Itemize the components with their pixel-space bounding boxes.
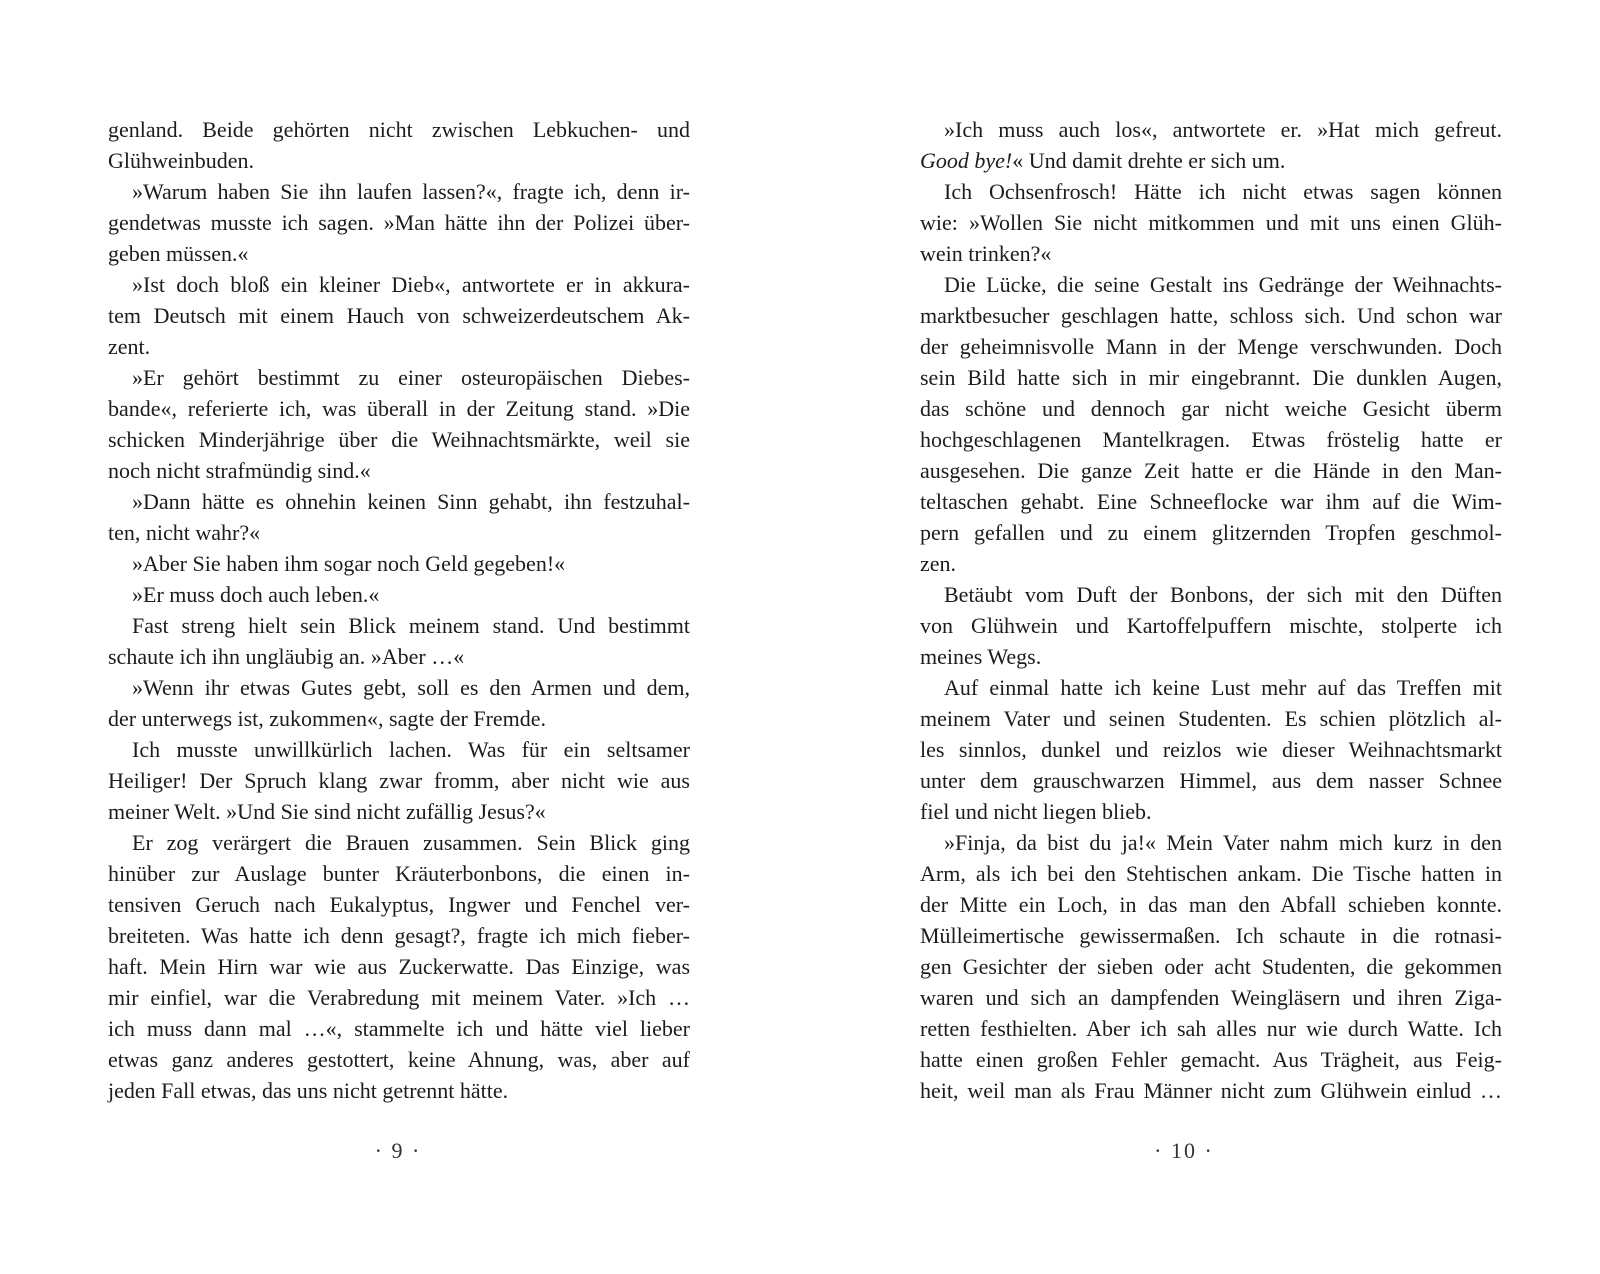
text-line: »Ich muss auch los«, antwortete er. »Hat mich gefreut. — [944, 117, 1502, 142]
text-line: schicken Minderjährige über die Weihnachtsmärkte, weil sie — [108, 427, 690, 452]
text-line: hinüber zur Auslage bunter Kräuterbonbons, die einen in- — [108, 861, 690, 886]
text-line: schaute ich ihn ungläubig an. »Aber …« — [108, 644, 465, 669]
text-line: Betäubt vom Duft der Bonbons, der sich mit den Düften — [944, 582, 1502, 607]
text-line: ich muss dann mal …«, stammelte ich und hätte viel lieber — [108, 1016, 690, 1041]
text-line: »Warum haben Sie ihn laufen lassen?«, fragte ich, denn ir- — [132, 179, 690, 204]
text-line: Ich musste unwillkürlich lachen. Was für ein seltsamer — [132, 737, 690, 762]
text-line: retten festhielten. Aber ich sah alles nur wie durch Watte. Ich — [920, 1016, 1502, 1041]
text-line: Glühweinbuden. — [108, 148, 255, 173]
text-line: »Finja, da bist du ja!« Mein Vater nahm mich kurz in den — [944, 830, 1502, 855]
text-line: »Er gehört bestimmt zu einer osteuropäischen Diebes- — [132, 365, 690, 390]
text-line: zen. — [920, 551, 957, 576]
text-line: wein trinken?« — [920, 241, 1052, 266]
text-line: Arm, als ich bei den Stehtischen ankam. Die Tische hatten in — [920, 861, 1502, 886]
text-line: ausgesehen. Die ganze Zeit hatte er die Hände in den Man- — [920, 458, 1502, 483]
text-line: pern gefallen und zu einem glitzernden Tropfen geschmol- — [920, 520, 1502, 545]
text-line: waren und sich an dampfenden Weingläsern und ihren Ziga- — [920, 985, 1502, 1010]
right-page-text — [920, 114, 1502, 1106]
text-line: ten, nicht wahr?« — [108, 520, 261, 545]
italic-phrase: Good bye! — [920, 148, 1013, 173]
text-line: marktbesucher geschlagen hatte, schloss sich. Und schon war — [920, 303, 1502, 328]
text-line: der unterwegs ist, zukommen«, sagte der Fremde. — [108, 706, 547, 731]
text-line: fiel und nicht liegen blieb. — [920, 799, 1152, 824]
text-line: haft. Mein Hirn war wie aus Zuckerwatte. Das Einzige, was — [108, 954, 690, 979]
text-line: Auf einmal hatte ich keine Lust mehr auf das Treffen mit — [944, 675, 1502, 700]
text-line: meines Wegs. — [920, 644, 1042, 669]
text-line — [920, 145, 1502, 176]
text-line: jeden Fall etwas, das uns nicht getrennt hätte. — [108, 1078, 509, 1103]
text-line: »Aber Sie haben ihm sogar noch Geld gegeben!« — [132, 551, 566, 576]
text-line: genland. Beide gehörten nicht zwischen Lebkuchen- und — [108, 117, 690, 142]
text-line: Fast streng hielt sein Blick meinem stand. Und bestimmt — [132, 613, 690, 638]
text-line: unter dem grauschwarzen Himmel, aus dem nasser Schnee — [920, 768, 1502, 793]
text-line: bande«, referierte ich, was überall in der Zeitung stand. »Die — [108, 396, 690, 421]
left-page-number: · 9 · — [374, 1138, 422, 1163]
text-line: meinem Vater und seinen Studenten. Es schien plötzlich al- — [920, 706, 1502, 731]
text-line: gen Gesichter der sieben oder acht Studenten, die gekommen — [920, 954, 1502, 979]
text-line: meiner Welt. »Und Sie sind nicht zufällig Jesus?« — [108, 799, 546, 824]
text-fragment: « Und damit drehte er sich um. — [1012, 148, 1286, 173]
text-line: Ich Ochsenfrosch! Hätte ich nicht etwas sagen können — [944, 179, 1502, 204]
text-line: etwas ganz anderes gestottert, keine Ahnung, was, aber auf — [108, 1047, 690, 1072]
text-line: tensiven Geruch nach Eukalyptus, Ingwer und Fenchel ver- — [108, 892, 690, 917]
text-line: von Glühwein und Kartoffelpuffern mischte, stolperte ich — [920, 613, 1502, 638]
text-line: noch nicht strafmündig sind.« — [108, 458, 371, 483]
text-line: gendetwas musste ich sagen. »Man hätte ihn der Polizei über- — [108, 210, 690, 235]
text-line: wie: »Wollen Sie nicht mitkommen und mit uns einen Glüh- — [920, 210, 1502, 235]
text-line: »Er muss doch auch leben.« — [132, 582, 380, 607]
text-line: Mülleimertische gewissermaßen. Ich schaute in die rotnasi- — [920, 923, 1502, 948]
text-line: breiteten. Was hatte ich denn gesagt?, fragte ich mich fieber- — [108, 923, 690, 948]
left-page-text — [108, 114, 690, 1106]
text-line: mir einfiel, war die Verabredung mit meinem Vater. »Ich … — [108, 985, 690, 1010]
text-line: hatte einen großen Fehler gemacht. Aus Trägheit, aus Feig- — [920, 1047, 1502, 1072]
text-line: geben müssen.« — [108, 241, 249, 266]
text-line: zent. — [108, 334, 151, 359]
text-line: sein Bild hatte sich in mir eingebrannt. Die dunklen Augen, — [920, 365, 1502, 390]
text-line: hochgeschlagenen Mantelkragen. Etwas fröstelig hatte er — [920, 427, 1502, 452]
text-line: teltaschen gehabt. Eine Schneeflocke war ihm auf die Wim- — [920, 489, 1502, 514]
text-line: der geheimnisvolle Mann in der Menge verschwunden. Doch — [920, 334, 1502, 359]
text-line: les sinnlos, dunkel und reizlos wie dieser Weihnachtsmarkt — [920, 737, 1502, 762]
text-line: Heiliger! Der Spruch klang zwar fromm, aber nicht wie aus — [108, 768, 690, 793]
text-line: »Dann hätte es ohnehin keinen Sinn gehabt, ihn festzuhal- — [132, 489, 690, 514]
text-line: tem Deutsch mit einem Hauch von schweizerdeutschem Ak- — [108, 303, 690, 328]
right-page-number: · 10 · — [1154, 1138, 1214, 1163]
text-line: das schöne und dennoch gar nicht weiche Gesicht überm — [920, 396, 1502, 421]
text-line: Die Lücke, die seine Gestalt ins Gedränge der Weihnachts- — [944, 272, 1502, 297]
text-line: Er zog verärgert die Brauen zusammen. Sein Blick ging — [132, 830, 690, 855]
text-line: »Ist doch bloß ein kleiner Dieb«, antwortete er in akkura- — [132, 272, 690, 297]
text-line: heit, weil man als Frau Männer nicht zum Glühwein einlud … — [920, 1078, 1502, 1103]
right-page — [800, 0, 1600, 1274]
text-line: der Mitte ein Loch, in das man den Abfall schieben konnte. — [920, 892, 1502, 917]
text-line: »Wenn ihr etwas Gutes gebt, soll es den Armen und dem, — [132, 675, 690, 700]
